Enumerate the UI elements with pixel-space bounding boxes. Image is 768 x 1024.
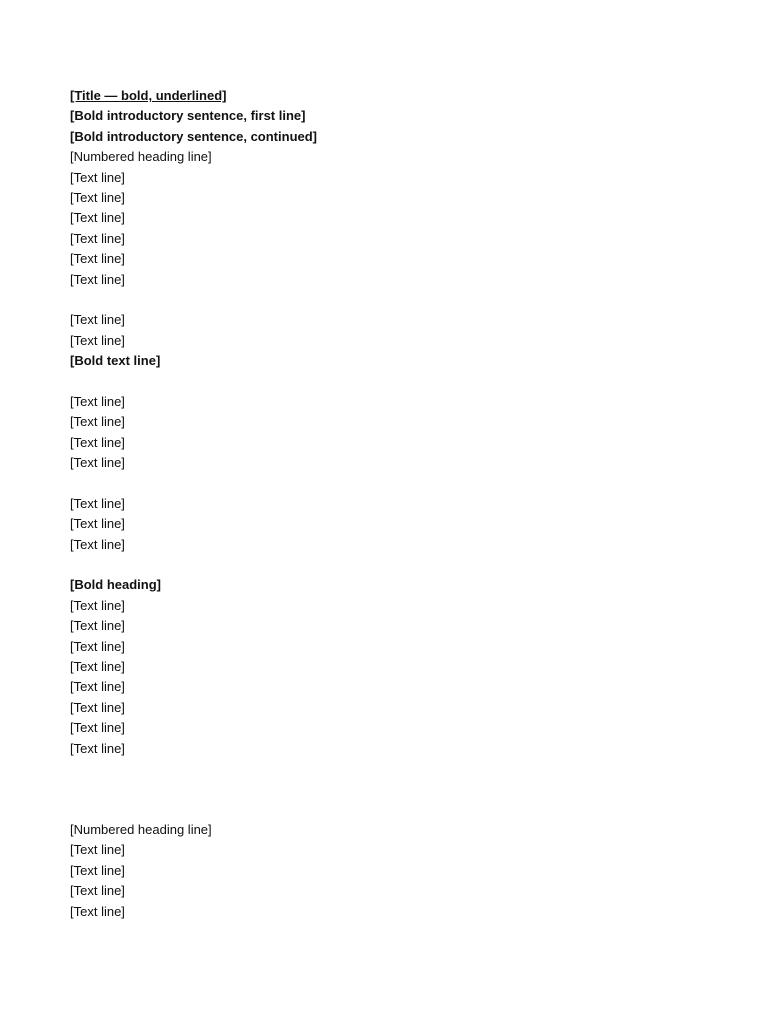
text-line: [Text line]	[70, 210, 125, 226]
text-line: [Text line]	[70, 251, 125, 267]
blank-line	[70, 473, 710, 493]
text-line: [Text line]	[70, 393, 125, 409]
text-line: [Text line]	[70, 455, 125, 471]
blank-line	[70, 779, 710, 799]
text-line: [Text line]	[70, 414, 125, 430]
document-title: [Title — bold, underlined]	[70, 88, 227, 103]
blank-line	[70, 759, 710, 779]
blank-line	[70, 555, 710, 575]
text-line: [Bold heading]	[70, 577, 161, 593]
text-line: [Numbered heading line]	[70, 149, 212, 165]
text-line: [Text line]	[70, 597, 125, 613]
blank-line	[70, 800, 710, 820]
text-line: [Text line]	[70, 516, 125, 532]
text-line: [Text line]	[70, 230, 125, 246]
text-line: [Text line]	[70, 495, 125, 511]
text-line: [Text line]	[70, 536, 125, 552]
text-line: [Text line]	[70, 862, 125, 878]
text-line: [Text line]	[70, 658, 125, 674]
text-line: [Text line]	[70, 618, 125, 634]
text-line: [Text line]	[70, 638, 125, 654]
text-line: [Text line]	[70, 434, 125, 450]
text-line: [Text line]	[70, 189, 125, 205]
text-line: [Text line]	[70, 312, 125, 328]
text-line: [Text line]	[70, 271, 125, 287]
text-line: [Bold introductory sentence, first line]	[70, 108, 306, 124]
text-line: [Text line]	[70, 903, 125, 919]
text-line: [Numbered heading line]	[70, 822, 212, 838]
text-line: [Text line]	[70, 740, 125, 756]
document-body	[70, 86, 710, 922]
text-line: [Text line]	[70, 699, 125, 715]
text-line: [Text line]	[70, 169, 125, 185]
blank-line	[70, 371, 710, 391]
blank-line	[70, 290, 710, 310]
text-line: [Text line]	[70, 883, 125, 899]
text-line: [Text line]	[70, 842, 125, 858]
text-line: [Text line]	[70, 332, 125, 348]
text-line: [Text line]	[70, 679, 125, 695]
text-line: [Text line]	[70, 720, 125, 736]
text-line: [Bold text line]	[70, 353, 161, 369]
text-line: [Bold introductory sentence, continued]	[70, 128, 318, 144]
